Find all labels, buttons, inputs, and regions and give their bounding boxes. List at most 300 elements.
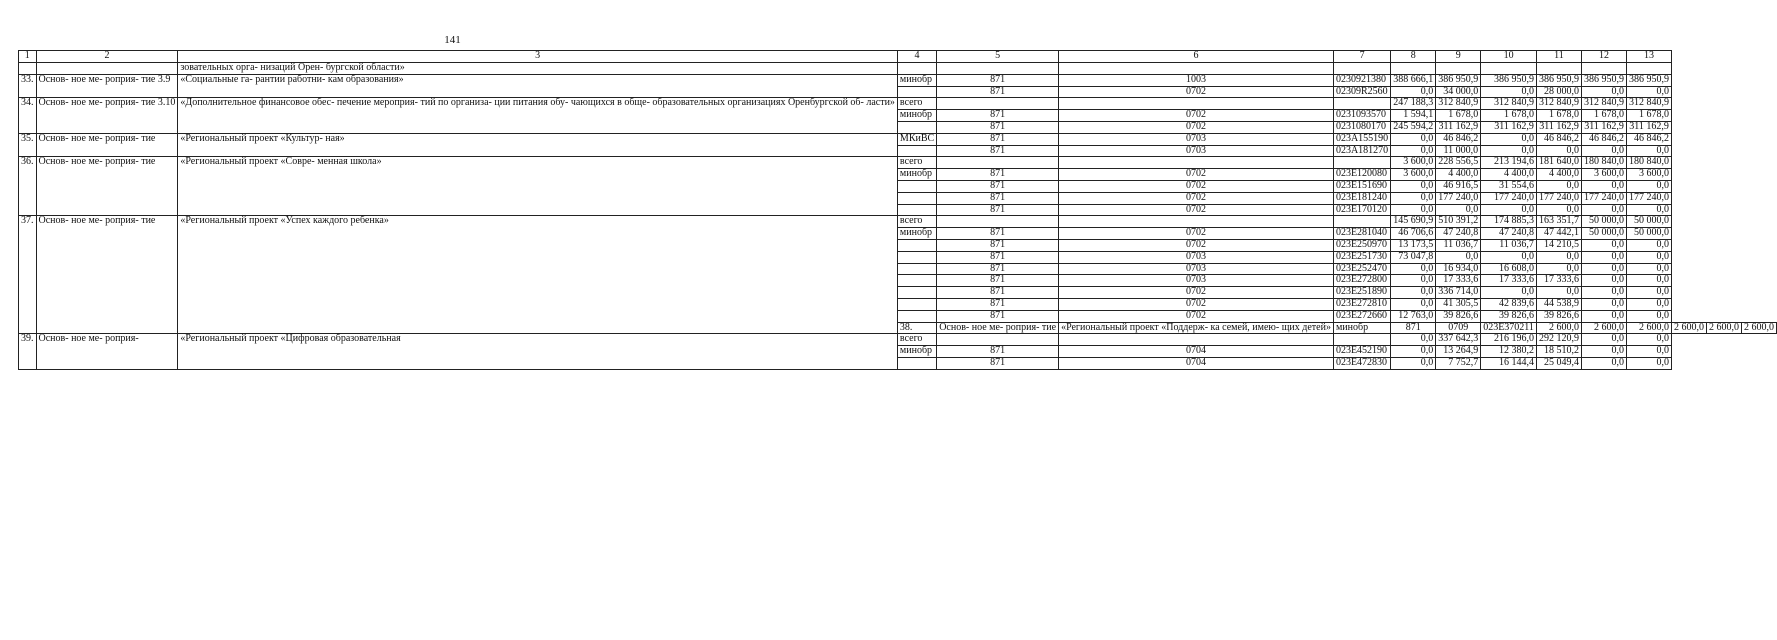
amount-cell: 3 600,0: [1626, 169, 1671, 181]
amount-cell: 311 162,9: [1481, 121, 1537, 133]
code-gr-cell: 871: [937, 357, 1059, 369]
amount-cell: 245 594,2: [1391, 121, 1436, 133]
amount-cell: 0,0: [1391, 145, 1436, 157]
amount-cell: 47 240,8: [1481, 228, 1537, 240]
item-number: 34.: [19, 98, 37, 133]
item-number: 36.: [19, 157, 37, 216]
code-gr-cell: 871: [937, 287, 1059, 299]
code-csr-cell: 023E151690: [1333, 180, 1390, 192]
amount-cell: 39 826,6: [1536, 310, 1581, 322]
code-rz-cell: 0704: [1059, 357, 1334, 369]
executor-cell: [897, 192, 936, 204]
item-number: 37.: [19, 216, 37, 334]
amount-cell: 0,0: [1391, 192, 1436, 204]
code-rz-cell: [1059, 216, 1334, 228]
code-csr-cell: 023E452190: [1333, 346, 1390, 358]
code-rz-cell: 0702: [1059, 228, 1334, 240]
amount-cell: 177 240,0: [1581, 192, 1626, 204]
amount-cell: 46 846,2: [1626, 133, 1671, 145]
amount-cell: 0,0: [1581, 334, 1626, 346]
amount-cell: 31 554,6: [1481, 180, 1537, 192]
code-csr-cell: 023E250970: [1333, 239, 1390, 251]
amount-cell: 0,0: [1481, 145, 1537, 157]
amount-cell: 0,0: [1536, 145, 1581, 157]
executor-cell: минобр: [897, 74, 936, 86]
executor-cell: минобр: [897, 110, 936, 122]
amount-cell: 46 846,2: [1581, 133, 1626, 145]
code-csr-cell: 023E272660: [1333, 310, 1390, 322]
amount-cell: 0,0: [1391, 275, 1436, 287]
amount-cell: 17 333,6: [1536, 275, 1581, 287]
table-row: [19, 216, 1777, 228]
executor-cell: минобр: [1333, 322, 1390, 334]
code-rz-cell: [1059, 334, 1334, 346]
amount-cell: 386 950,9: [1536, 74, 1581, 86]
amount-cell: 0,0: [1581, 357, 1626, 369]
amount-cell: [1536, 63, 1581, 75]
page-number: 141: [444, 34, 461, 46]
amount-cell: 0,0: [1391, 357, 1436, 369]
amount-cell: 0,0: [1626, 204, 1671, 216]
code-rz-cell: 0703: [1059, 263, 1334, 275]
code-csr-cell: 023A155190: [1333, 133, 1390, 145]
item-type: Основ- ное ме- роприя- тие: [36, 216, 178, 334]
amount-cell: 216 196,0: [1481, 334, 1537, 346]
col-header: 4: [897, 51, 936, 63]
executor-cell: минобр: [897, 169, 936, 181]
col-header: 7: [1333, 51, 1390, 63]
amount-cell: 3 600,0: [1391, 157, 1436, 169]
code-rz-cell: [1059, 157, 1334, 169]
amount-cell: 0,0: [1391, 334, 1436, 346]
amount-cell: 2 600,0: [1671, 322, 1706, 334]
amount-cell: 0,0: [1581, 263, 1626, 275]
amount-cell: [1436, 63, 1481, 75]
amount-cell: 13 173,5: [1391, 239, 1436, 251]
executor-cell: минобр: [897, 228, 936, 240]
code-csr-cell: [1333, 63, 1390, 75]
executor-cell: [897, 86, 936, 98]
amount-cell: [1481, 63, 1537, 75]
amount-cell: 1 678,0: [1581, 110, 1626, 122]
amount-cell: 0,0: [1626, 334, 1671, 346]
executor-cell: [897, 145, 936, 157]
amount-cell: 39 826,6: [1436, 310, 1481, 322]
amount-cell: 336 714,0: [1436, 287, 1481, 299]
item-number: 39.: [19, 334, 37, 369]
amount-cell: 12 380,2: [1481, 346, 1537, 358]
amount-cell: 0,0: [1581, 287, 1626, 299]
amount-cell: 0,0: [1626, 275, 1671, 287]
code-gr-cell: [937, 157, 1059, 169]
amount-cell: 41 305,5: [1436, 298, 1481, 310]
item-type: Основ- ное ме- роприя- тие 3.10: [36, 98, 178, 133]
amount-cell: 2 600,0: [1626, 322, 1671, 334]
code-csr-cell: 0230921380: [1333, 74, 1390, 86]
code-rz-cell: 0709: [1436, 322, 1481, 334]
code-gr-cell: 871: [937, 192, 1059, 204]
code-gr-cell: 871: [937, 310, 1059, 322]
col-header: 6: [1059, 51, 1334, 63]
code-gr-cell: 871: [937, 110, 1059, 122]
amount-cell: 386 950,9: [1581, 74, 1626, 86]
amount-cell: 0,0: [1581, 251, 1626, 263]
item-number: [19, 63, 37, 75]
amount-cell: 145 690,9: [1391, 216, 1436, 228]
amount-cell: 50 000,0: [1581, 216, 1626, 228]
executor-cell: [897, 298, 936, 310]
amount-cell: 11 000,0: [1436, 145, 1481, 157]
amount-cell: 14 210,5: [1536, 239, 1581, 251]
amount-cell: 34 000,0: [1436, 86, 1481, 98]
code-csr-cell: [1333, 157, 1390, 169]
col-header: 10: [1481, 51, 1537, 63]
budget-table: [18, 50, 1777, 370]
amount-cell: 1 678,0: [1481, 110, 1537, 122]
amount-cell: 181 640,0: [1536, 157, 1581, 169]
amount-cell: 44 538,9: [1536, 298, 1581, 310]
amount-cell: 4 400,0: [1536, 169, 1581, 181]
amount-cell: 312 840,9: [1581, 98, 1626, 110]
code-csr-cell: 0231080170: [1333, 121, 1390, 133]
amount-cell: 180 840,0: [1581, 157, 1626, 169]
amount-cell: 0,0: [1626, 287, 1671, 299]
amount-cell: 0,0: [1481, 133, 1537, 145]
amount-cell: 0,0: [1391, 86, 1436, 98]
code-gr-cell: [937, 98, 1059, 110]
amount-cell: 247 188,3: [1391, 98, 1436, 110]
code-csr-cell: 0231093570: [1333, 110, 1390, 122]
amount-cell: [1626, 63, 1671, 75]
amount-cell: 0,0: [1481, 86, 1537, 98]
item-type: Основ- ное ме- роприя-: [36, 334, 178, 369]
amount-cell: 292 120,9: [1536, 334, 1581, 346]
amount-cell: 0,0: [1536, 251, 1581, 263]
executor-cell: [897, 275, 936, 287]
amount-cell: 2 600,0: [1536, 322, 1581, 334]
amount-cell: 0,0: [1481, 287, 1537, 299]
col-header: 1: [19, 51, 37, 63]
executor-cell: [897, 310, 936, 322]
executor-cell: всего: [897, 98, 936, 110]
amount-cell: 337 642,3: [1436, 334, 1481, 346]
amount-cell: 0,0: [1536, 204, 1581, 216]
amount-cell: 4 400,0: [1481, 169, 1537, 181]
code-gr-cell: 871: [937, 263, 1059, 275]
amount-cell: [1581, 63, 1626, 75]
code-gr-cell: 871: [937, 298, 1059, 310]
code-gr-cell: 871: [937, 169, 1059, 181]
col-header: 12: [1581, 51, 1626, 63]
amount-cell: 163 351,7: [1536, 216, 1581, 228]
code-gr-cell: 871: [937, 346, 1059, 358]
amount-cell: 312 840,9: [1536, 98, 1581, 110]
amount-cell: 0,0: [1391, 263, 1436, 275]
amount-cell: 311 162,9: [1626, 121, 1671, 133]
amount-cell: 7 752,7: [1436, 357, 1481, 369]
code-rz-cell: 0703: [1059, 275, 1334, 287]
amount-cell: 2 600,0: [1741, 322, 1776, 334]
item-name: «Социальные га- рантии работни- кам образования»: [178, 74, 898, 98]
code-csr-cell: 023E281040: [1333, 228, 1390, 240]
code-gr-cell: 871: [937, 239, 1059, 251]
amount-cell: 1 678,0: [1626, 110, 1671, 122]
code-rz-cell: 0704: [1059, 346, 1334, 358]
code-rz-cell: 0702: [1059, 86, 1334, 98]
item-type: Основ- ное ме- роприя- тие: [937, 322, 1059, 334]
executor-cell: [897, 251, 936, 263]
amount-cell: 312 840,9: [1626, 98, 1671, 110]
executor-cell: всего: [897, 157, 936, 169]
code-csr-cell: 023E251730: [1333, 251, 1390, 263]
col-header: 11: [1536, 51, 1581, 63]
amount-cell: 50 000,0: [1626, 228, 1671, 240]
table-row: [19, 98, 1777, 110]
amount-cell: 12 763,0: [1391, 310, 1436, 322]
code-csr-cell: 023E251890: [1333, 287, 1390, 299]
amount-cell: 2 600,0: [1581, 322, 1626, 334]
code-gr-cell: 871: [937, 133, 1059, 145]
code-rz-cell: 0702: [1059, 298, 1334, 310]
item-type: Основ- ное ме- роприя- тие: [36, 133, 178, 157]
executor-cell: [897, 180, 936, 192]
code-csr-cell: 023E272800: [1333, 275, 1390, 287]
amount-cell: 3 600,0: [1581, 169, 1626, 181]
executor-cell: [897, 263, 936, 275]
amount-cell: 0,0: [1626, 239, 1671, 251]
amount-cell: 0,0: [1581, 346, 1626, 358]
amount-cell: 0,0: [1481, 251, 1537, 263]
amount-cell: 0,0: [1436, 204, 1481, 216]
table-body: [19, 63, 1777, 370]
amount-cell: 312 840,9: [1481, 98, 1537, 110]
amount-cell: 1 594,1: [1391, 110, 1436, 122]
amount-cell: 0,0: [1581, 86, 1626, 98]
amount-cell: 0,0: [1626, 251, 1671, 263]
code-rz-cell: 0702: [1059, 204, 1334, 216]
amount-cell: 0,0: [1391, 298, 1436, 310]
code-gr-cell: [937, 63, 1059, 75]
executor-cell: [897, 287, 936, 299]
amount-cell: 0,0: [1536, 287, 1581, 299]
code-rz-cell: [1059, 98, 1334, 110]
amount-cell: 0,0: [1581, 204, 1626, 216]
code-rz-cell: [1059, 63, 1334, 75]
code-gr-cell: 871: [1391, 322, 1436, 334]
col-header: 8: [1391, 51, 1436, 63]
amount-cell: 0,0: [1481, 204, 1537, 216]
item-name: «Дополнительное финансовое обес- печение мероприя- тий по организа- ции питания обу- чающихся в обще- образовательных организациях Оренбургской об- ласти»: [178, 98, 898, 133]
col-header: 9: [1436, 51, 1481, 63]
amount-cell: 312 840,9: [1436, 98, 1481, 110]
amount-cell: 0,0: [1581, 298, 1626, 310]
code-gr-cell: 871: [937, 251, 1059, 263]
code-gr-cell: 871: [937, 228, 1059, 240]
amount-cell: 0,0: [1626, 346, 1671, 358]
amount-cell: 0,0: [1581, 145, 1626, 157]
amount-cell: 0,0: [1536, 263, 1581, 275]
table-row: [19, 74, 1777, 86]
amount-cell: 25 049,4: [1536, 357, 1581, 369]
code-gr-cell: 871: [937, 86, 1059, 98]
amount-cell: 0,0: [1391, 133, 1436, 145]
code-gr-cell: 871: [937, 121, 1059, 133]
col-header: 13: [1626, 51, 1671, 63]
item-type: [36, 63, 178, 75]
item-name: «Региональный проект «Культур- ная»: [178, 133, 898, 157]
table-row: [19, 133, 1777, 145]
col-header: 5: [937, 51, 1059, 63]
amount-cell: 0,0: [1391, 180, 1436, 192]
code-csr-cell: 023E120080: [1333, 169, 1390, 181]
amount-cell: 177 240,0: [1536, 192, 1581, 204]
code-rz-cell: 0702: [1059, 310, 1334, 322]
amount-cell: 174 885,3: [1481, 216, 1537, 228]
item-name: «Региональный проект «Совре- менная школа»: [178, 157, 898, 216]
amount-cell: 0,0: [1626, 145, 1671, 157]
amount-cell: 47 240,8: [1436, 228, 1481, 240]
code-gr-cell: 871: [937, 145, 1059, 157]
amount-cell: 16 144,4: [1481, 357, 1537, 369]
amount-cell: 311 162,9: [1436, 121, 1481, 133]
code-gr-cell: [937, 334, 1059, 346]
amount-cell: 50 000,0: [1626, 216, 1671, 228]
item-number: 38.: [897, 322, 936, 334]
item-name: зовательных орга- низаций Орен- бургской области»: [178, 63, 898, 75]
amount-cell: 177 240,0: [1436, 192, 1481, 204]
table-row: [19, 63, 1777, 75]
amount-cell: 17 333,6: [1436, 275, 1481, 287]
item-type: Основ- ное ме- роприя- тие 3.9: [36, 74, 178, 98]
amount-cell: 0,0: [1536, 180, 1581, 192]
code-rz-cell: 0702: [1059, 287, 1334, 299]
col-header: 2: [36, 51, 178, 63]
code-gr-cell: 871: [937, 74, 1059, 86]
executor-cell: [897, 239, 936, 251]
executor-cell: [897, 357, 936, 369]
code-csr-cell: 023A181270: [1333, 145, 1390, 157]
amount-cell: 0,0: [1391, 204, 1436, 216]
amount-cell: 0,0: [1626, 298, 1671, 310]
amount-cell: 228 556,5: [1436, 157, 1481, 169]
code-csr-cell: 023E272810: [1333, 298, 1390, 310]
code-csr-cell: 023E472830: [1333, 357, 1390, 369]
item-number: 33.: [19, 74, 37, 98]
amount-cell: 0,0: [1391, 346, 1436, 358]
amount-cell: 13 264,9: [1436, 346, 1481, 358]
executor-cell: [897, 204, 936, 216]
amount-cell: 386 950,9: [1436, 74, 1481, 86]
code-csr-cell: [1333, 98, 1390, 110]
amount-cell: 11 036,7: [1481, 239, 1537, 251]
code-gr-cell: 871: [937, 180, 1059, 192]
amount-cell: 0,0: [1581, 275, 1626, 287]
code-csr-cell: 023E370211: [1481, 322, 1537, 334]
amount-cell: 0,0: [1626, 357, 1671, 369]
executor-cell: минобр: [897, 346, 936, 358]
amount-cell: 177 240,0: [1626, 192, 1671, 204]
code-csr-cell: 02309R2560: [1333, 86, 1390, 98]
amount-cell: 386 950,9: [1481, 74, 1537, 86]
code-csr-cell: 023E252470: [1333, 263, 1390, 275]
code-rz-cell: 1003: [1059, 74, 1334, 86]
amount-cell: 46 706,6: [1391, 228, 1436, 240]
amount-cell: 73 047,8: [1391, 251, 1436, 263]
code-rz-cell: 0703: [1059, 251, 1334, 263]
amount-cell: 0,0: [1626, 263, 1671, 275]
code-gr-cell: 871: [937, 275, 1059, 287]
amount-cell: 510 391,2: [1436, 216, 1481, 228]
executor-cell: всего: [897, 334, 936, 346]
executor-cell: [897, 121, 936, 133]
executor-cell: [897, 63, 936, 75]
amount-cell: [1391, 63, 1436, 75]
item-type: Основ- ное ме- роприя- тие: [36, 157, 178, 216]
amount-cell: 16 608,0: [1481, 263, 1537, 275]
item-name: «Региональный проект «Поддерж- ка семей, имею- щих детей»: [1059, 322, 1334, 334]
amount-cell: 46 846,2: [1436, 133, 1481, 145]
amount-cell: 311 162,9: [1536, 121, 1581, 133]
item-number: 35.: [19, 133, 37, 157]
item-name: «Региональный проект «Цифровая образовательная: [178, 334, 898, 369]
amount-cell: 50 000,0: [1581, 228, 1626, 240]
amount-cell: 4 400,0: [1436, 169, 1481, 181]
amount-cell: 0,0: [1581, 180, 1626, 192]
executor-cell: всего: [897, 216, 936, 228]
code-csr-cell: 023E181240: [1333, 192, 1390, 204]
amount-cell: 3 600,0: [1391, 169, 1436, 181]
code-gr-cell: [937, 216, 1059, 228]
table-row: [19, 334, 1777, 346]
amount-cell: 0,0: [1626, 310, 1671, 322]
amount-cell: 47 442,1: [1536, 228, 1581, 240]
code-rz-cell: 0702: [1059, 121, 1334, 133]
amount-cell: 11 036,7: [1436, 239, 1481, 251]
item-name: «Региональный проект «Успех каждого ребенка»: [178, 216, 898, 334]
amount-cell: 0,0: [1581, 239, 1626, 251]
amount-cell: 311 162,9: [1581, 121, 1626, 133]
code-rz-cell: 0703: [1059, 133, 1334, 145]
amount-cell: 18 510,2: [1536, 346, 1581, 358]
amount-cell: 16 934,0: [1436, 263, 1481, 275]
amount-cell: 2 600,0: [1706, 322, 1741, 334]
amount-cell: 0,0: [1581, 310, 1626, 322]
amount-cell: 0,0: [1626, 86, 1671, 98]
amount-cell: 46 846,2: [1536, 133, 1581, 145]
amount-cell: 180 840,0: [1626, 157, 1671, 169]
amount-cell: 28 000,0: [1536, 86, 1581, 98]
amount-cell: 1 678,0: [1436, 110, 1481, 122]
table-row: [19, 157, 1777, 169]
amount-cell: 0,0: [1626, 180, 1671, 192]
code-rz-cell: 0703: [1059, 145, 1334, 157]
code-csr-cell: [1333, 216, 1390, 228]
code-csr-cell: [1333, 334, 1390, 346]
amount-cell: 17 333,6: [1481, 275, 1537, 287]
amount-cell: 388 666,1: [1391, 74, 1436, 86]
executor-cell: МКиВС: [897, 133, 936, 145]
code-rz-cell: 0702: [1059, 180, 1334, 192]
amount-cell: 39 826,6: [1481, 310, 1537, 322]
code-rz-cell: 0702: [1059, 239, 1334, 251]
amount-cell: 0,0: [1436, 251, 1481, 263]
col-header: 3: [178, 51, 898, 63]
amount-cell: 213 194,6: [1481, 157, 1537, 169]
amount-cell: 1 678,0: [1536, 110, 1581, 122]
amount-cell: 177 240,0: [1481, 192, 1537, 204]
code-csr-cell: 023E170120: [1333, 204, 1390, 216]
amount-cell: 46 916,5: [1436, 180, 1481, 192]
